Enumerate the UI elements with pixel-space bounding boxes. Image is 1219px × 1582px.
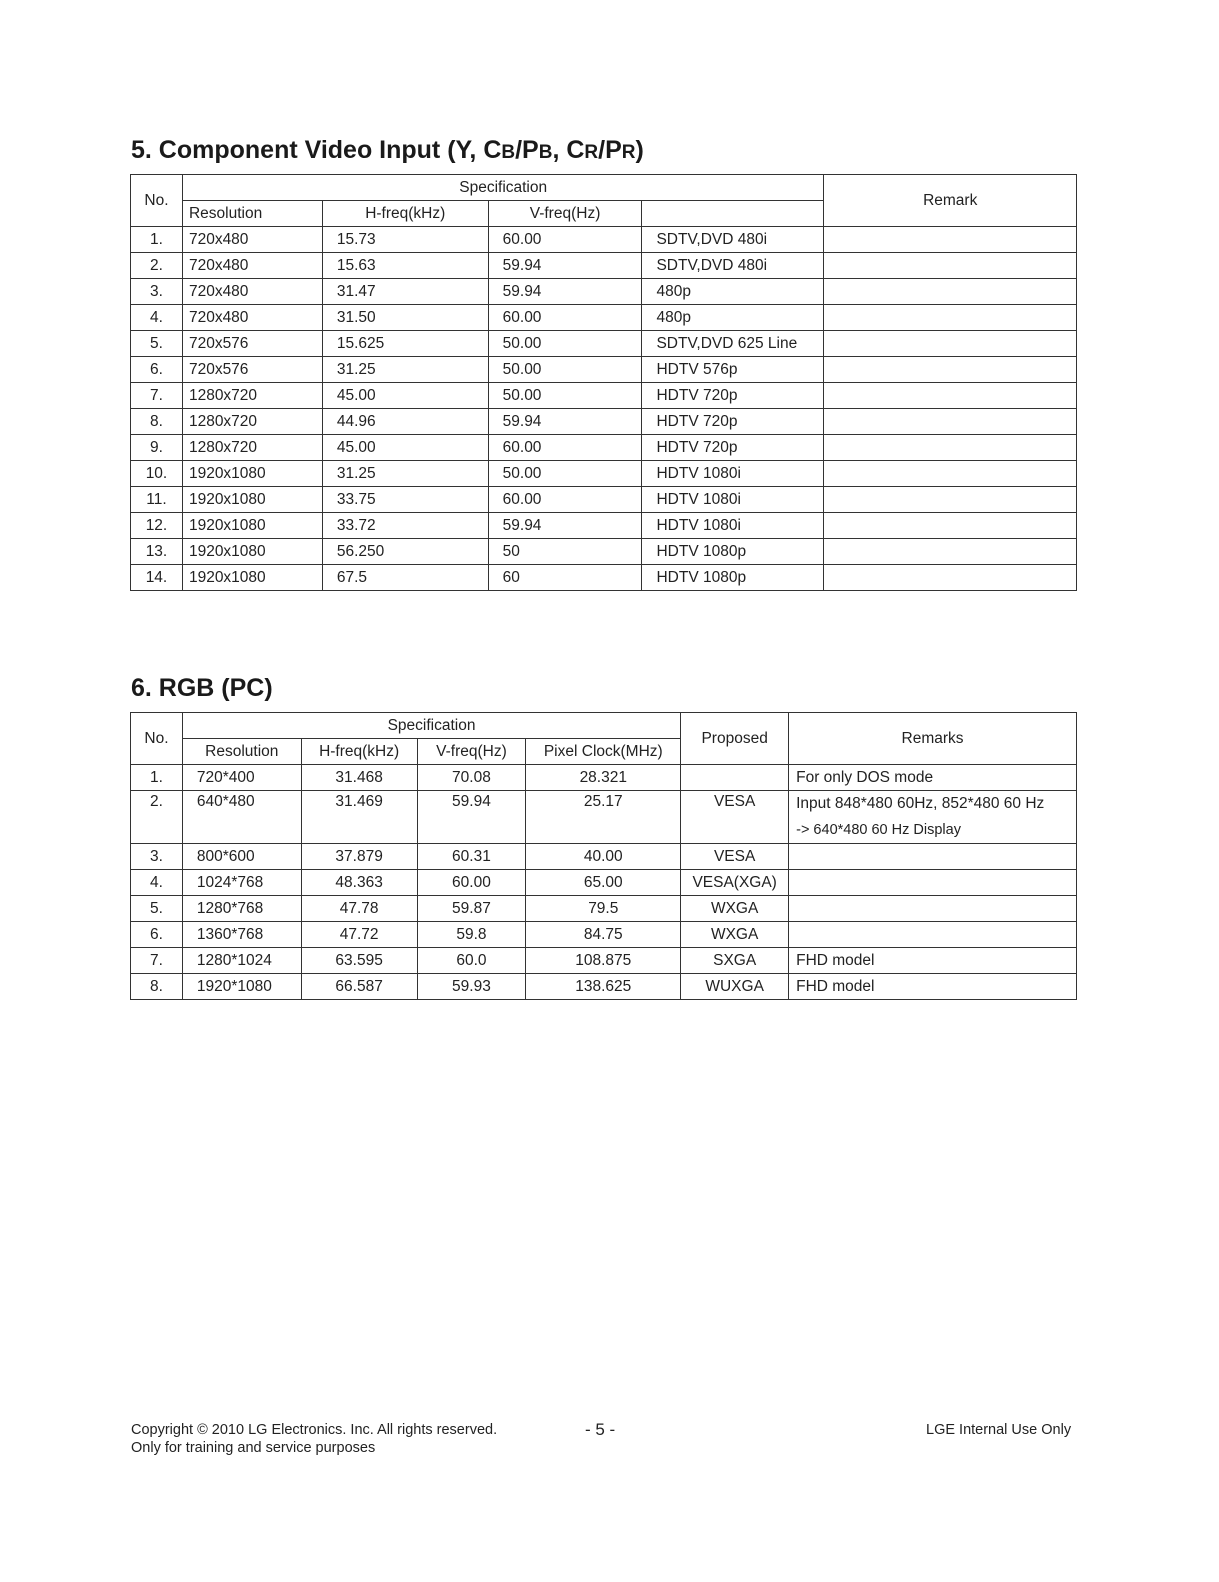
vfreq-cell: 50.00 (488, 383, 642, 409)
resolution-cell: 720x576 (182, 357, 322, 383)
row-number: 7. (131, 383, 183, 409)
purpose-text: Only for training and service purposes (131, 1440, 376, 1456)
hfreq-cell: 15.625 (322, 331, 488, 357)
resolution-cell: 800*600 (182, 844, 301, 870)
hfreq-cell: 67.5 (322, 565, 488, 591)
vfreq-cell: 50.00 (488, 461, 642, 487)
vfreq-cell: 59.94 (488, 409, 642, 435)
vfreq-cell: 60.00 (488, 487, 642, 513)
vfreq-cell: 59.8 (417, 922, 526, 948)
remark-cell (824, 435, 1077, 461)
rgb-pc-rows (131, 765, 1077, 1000)
resolution-cell: 720x576 (182, 331, 322, 357)
vfreq-cell: 50.00 (488, 357, 642, 383)
remarks-cell (789, 791, 1077, 844)
rgb-pc-table (130, 712, 1077, 1000)
remark-cell (824, 279, 1077, 305)
remark-cell (824, 539, 1077, 565)
pixel-clock-cell: 65.00 (526, 870, 681, 896)
hfreq-cell: 66.587 (301, 974, 417, 1000)
resolution-cell: 1280*768 (182, 896, 301, 922)
remark-cell (824, 383, 1077, 409)
component-video-rows (131, 227, 1077, 591)
table-row (131, 870, 1077, 896)
description-cell: HDTV 720p (642, 409, 824, 435)
description-cell: 480p (642, 305, 824, 331)
resolution-cell: 720x480 (182, 253, 322, 279)
table-row (131, 922, 1077, 948)
header-specification: Specification (182, 713, 680, 739)
table-row (131, 279, 1077, 305)
vfreq-cell: 60.00 (417, 870, 526, 896)
header-no: No. (131, 713, 183, 765)
remarks-cell (789, 870, 1077, 896)
description-cell: 480p (642, 279, 824, 305)
table-row (131, 409, 1077, 435)
hfreq-cell: 63.595 (301, 948, 417, 974)
pixel-clock-cell: 40.00 (526, 844, 681, 870)
resolution-cell: 1280x720 (182, 409, 322, 435)
row-number: 11. (131, 487, 183, 513)
header-hfreq: H-freq(kHz) (301, 739, 417, 765)
vfreq-cell: 60.31 (417, 844, 526, 870)
row-number: 12. (131, 513, 183, 539)
table-row (131, 461, 1077, 487)
pixel-clock-cell: 108.875 (526, 948, 681, 974)
proposed-cell (681, 765, 789, 791)
component-video-table (130, 174, 1077, 591)
remark-cell (824, 513, 1077, 539)
vfreq-cell: 59.94 (417, 791, 526, 844)
resolution-cell: 720x480 (182, 279, 322, 305)
header-specification: Specification (182, 175, 823, 201)
remark-cell (824, 253, 1077, 279)
proposed-cell: VESA (681, 791, 789, 844)
hfreq-cell: 15.73 (322, 227, 488, 253)
row-number: 5. (131, 896, 183, 922)
pixel-clock-cell: 28.321 (526, 765, 681, 791)
pixel-clock-cell: 25.17 (526, 791, 681, 844)
row-number: 2. (131, 791, 183, 844)
table-row (131, 435, 1077, 461)
row-number: 8. (131, 974, 183, 1000)
row-number: 8. (131, 409, 183, 435)
proposed-cell: WUXGA (681, 974, 789, 1000)
header-vfreq: V-freq(Hz) (417, 739, 526, 765)
resolution-cell: 1920*1080 (182, 974, 301, 1000)
row-number: 4. (131, 870, 183, 896)
description-cell: SDTV,DVD 625 Line (642, 331, 824, 357)
resolution-cell: 1024*768 (182, 870, 301, 896)
vfreq-cell: 59.94 (488, 513, 642, 539)
vfreq-cell: 59.94 (488, 279, 642, 305)
vfreq-cell: 60.00 (488, 435, 642, 461)
proposed-cell: WXGA (681, 896, 789, 922)
remarks-cell: For only DOS mode (789, 765, 1077, 791)
remark-cell (824, 461, 1077, 487)
vfreq-cell: 60.0 (417, 948, 526, 974)
remarks-line: Input 848*480 60Hz, 852*480 60 Hz (796, 795, 1045, 812)
internal-use-label: LGE Internal Use Only (926, 1422, 1072, 1438)
table-row (131, 974, 1077, 1000)
table-row (131, 253, 1077, 279)
table-row (131, 791, 1077, 844)
header-pixel-clock: Pixel Clock(MHz) (526, 739, 681, 765)
hfreq-cell: 47.78 (301, 896, 417, 922)
resolution-cell: 720*400 (182, 765, 301, 791)
table-row (131, 844, 1077, 870)
vfreq-cell: 60.00 (488, 305, 642, 331)
row-number: 1. (131, 765, 183, 791)
table-row (131, 357, 1077, 383)
row-number: 6. (131, 922, 183, 948)
header-remarks: Remarks (789, 713, 1077, 765)
description-cell: HDTV 1080i (642, 487, 824, 513)
table-row (131, 765, 1077, 791)
hfreq-cell: 37.879 (301, 844, 417, 870)
table-row (131, 539, 1077, 565)
hfreq-cell: 31.25 (322, 461, 488, 487)
resolution-cell: 1920x1080 (182, 487, 322, 513)
header-vfreq: V-freq(Hz) (488, 201, 642, 227)
resolution-cell: 1280x720 (182, 383, 322, 409)
hfreq-cell: 33.72 (322, 513, 488, 539)
table-row (131, 513, 1077, 539)
row-number: 4. (131, 305, 183, 331)
remark-cell (824, 227, 1077, 253)
row-number: 5. (131, 331, 183, 357)
remark-cell (824, 331, 1077, 357)
resolution-cell: 1280x720 (182, 435, 322, 461)
description-cell: HDTV 720p (642, 435, 824, 461)
table-row (131, 948, 1077, 974)
row-number: 13. (131, 539, 183, 565)
hfreq-cell: 31.47 (322, 279, 488, 305)
hfreq-cell: 31.50 (322, 305, 488, 331)
description-cell: HDTV 1080p (642, 565, 824, 591)
row-number: 3. (131, 279, 183, 305)
row-number: 6. (131, 357, 183, 383)
resolution-cell: 1280*1024 (182, 948, 301, 974)
description-cell: SDTV,DVD 480i (642, 227, 824, 253)
remarks-cell: FHD model (789, 974, 1077, 1000)
resolution-cell: 1920x1080 (182, 461, 322, 487)
description-cell: HDTV 1080i (642, 461, 824, 487)
resolution-cell: 720x480 (182, 305, 322, 331)
table-row (131, 896, 1077, 922)
proposed-cell: SXGA (681, 948, 789, 974)
description-cell: HDTV 576p (642, 357, 824, 383)
remarks-cell (789, 844, 1077, 870)
vfreq-cell: 50.00 (488, 331, 642, 357)
row-number: 14. (131, 565, 183, 591)
proposed-cell: WXGA (681, 922, 789, 948)
header-resolution: Resolution (182, 201, 322, 227)
remark-cell (824, 357, 1077, 383)
row-number: 1. (131, 227, 183, 253)
vfreq-cell: 59.94 (488, 253, 642, 279)
resolution-cell: 640*480 (182, 791, 301, 844)
description-cell: HDTV 1080i (642, 513, 824, 539)
vfreq-cell: 60.00 (488, 227, 642, 253)
row-number: 2. (131, 253, 183, 279)
hfreq-cell: 45.00 (322, 383, 488, 409)
resolution-cell: 1920x1080 (182, 513, 322, 539)
resolution-cell: 1920x1080 (182, 565, 322, 591)
footer-copyright (131, 1421, 497, 1457)
description-cell: SDTV,DVD 480i (642, 253, 824, 279)
hfreq-cell: 31.25 (322, 357, 488, 383)
row-number: 7. (131, 948, 183, 974)
vfreq-cell: 60 (488, 565, 642, 591)
remark-cell (824, 409, 1077, 435)
pixel-clock-cell: 138.625 (526, 974, 681, 1000)
vfreq-cell: 59.87 (417, 896, 526, 922)
table-row (131, 383, 1077, 409)
hfreq-cell: 33.75 (322, 487, 488, 513)
hfreq-cell: 15.63 (322, 253, 488, 279)
header-resolution: Resolution (182, 739, 301, 765)
pixel-clock-cell: 79.5 (526, 896, 681, 922)
header-proposed: Proposed (681, 713, 789, 765)
hfreq-cell: 44.96 (322, 409, 488, 435)
hfreq-cell: 47.72 (301, 922, 417, 948)
remarks-line: -> 640*480 60 Hz Display (796, 822, 961, 838)
page-number: - 5 - (585, 1420, 616, 1439)
remark-cell (824, 305, 1077, 331)
vfreq-cell: 50 (488, 539, 642, 565)
remarks-cell: FHD model (789, 948, 1077, 974)
hfreq-cell: 31.469 (301, 791, 417, 844)
copyright-text: Copyright © 2010 LG Electronics. Inc. All rights reserved. (131, 1422, 498, 1438)
hfreq-cell: 45.00 (322, 435, 488, 461)
remarks-cell (789, 922, 1077, 948)
section-5-title: 5. Component Video Input (Y, CB/PB, CR/PR) (131, 136, 644, 164)
remarks-cell (789, 896, 1077, 922)
row-number: 10. (131, 461, 183, 487)
description-cell: HDTV 1080p (642, 539, 824, 565)
table-row (131, 331, 1077, 357)
vfreq-cell: 59.93 (417, 974, 526, 1000)
table-row (131, 487, 1077, 513)
description-cell: HDTV 720p (642, 383, 824, 409)
resolution-cell: 720x480 (182, 227, 322, 253)
remark-cell (824, 487, 1077, 513)
vfreq-cell: 70.08 (417, 765, 526, 791)
remark-cell (824, 565, 1077, 591)
hfreq-cell: 31.468 (301, 765, 417, 791)
header-no: No. (131, 175, 183, 227)
header-blank (642, 201, 824, 227)
pixel-clock-cell: 84.75 (526, 922, 681, 948)
table-row (131, 305, 1077, 331)
hfreq-cell: 48.363 (301, 870, 417, 896)
table-row (131, 227, 1077, 253)
resolution-cell: 1920x1080 (182, 539, 322, 565)
row-number: 3. (131, 844, 183, 870)
row-number: 9. (131, 435, 183, 461)
resolution-cell: 1360*768 (182, 922, 301, 948)
proposed-cell: VESA (681, 844, 789, 870)
section-6-title: 6. RGB (PC) (131, 674, 273, 702)
header-remark: Remark (824, 175, 1077, 227)
hfreq-cell: 56.250 (322, 539, 488, 565)
header-hfreq: H-freq(kHz) (322, 201, 488, 227)
proposed-cell: VESA(XGA) (681, 870, 789, 896)
table-row (131, 565, 1077, 591)
